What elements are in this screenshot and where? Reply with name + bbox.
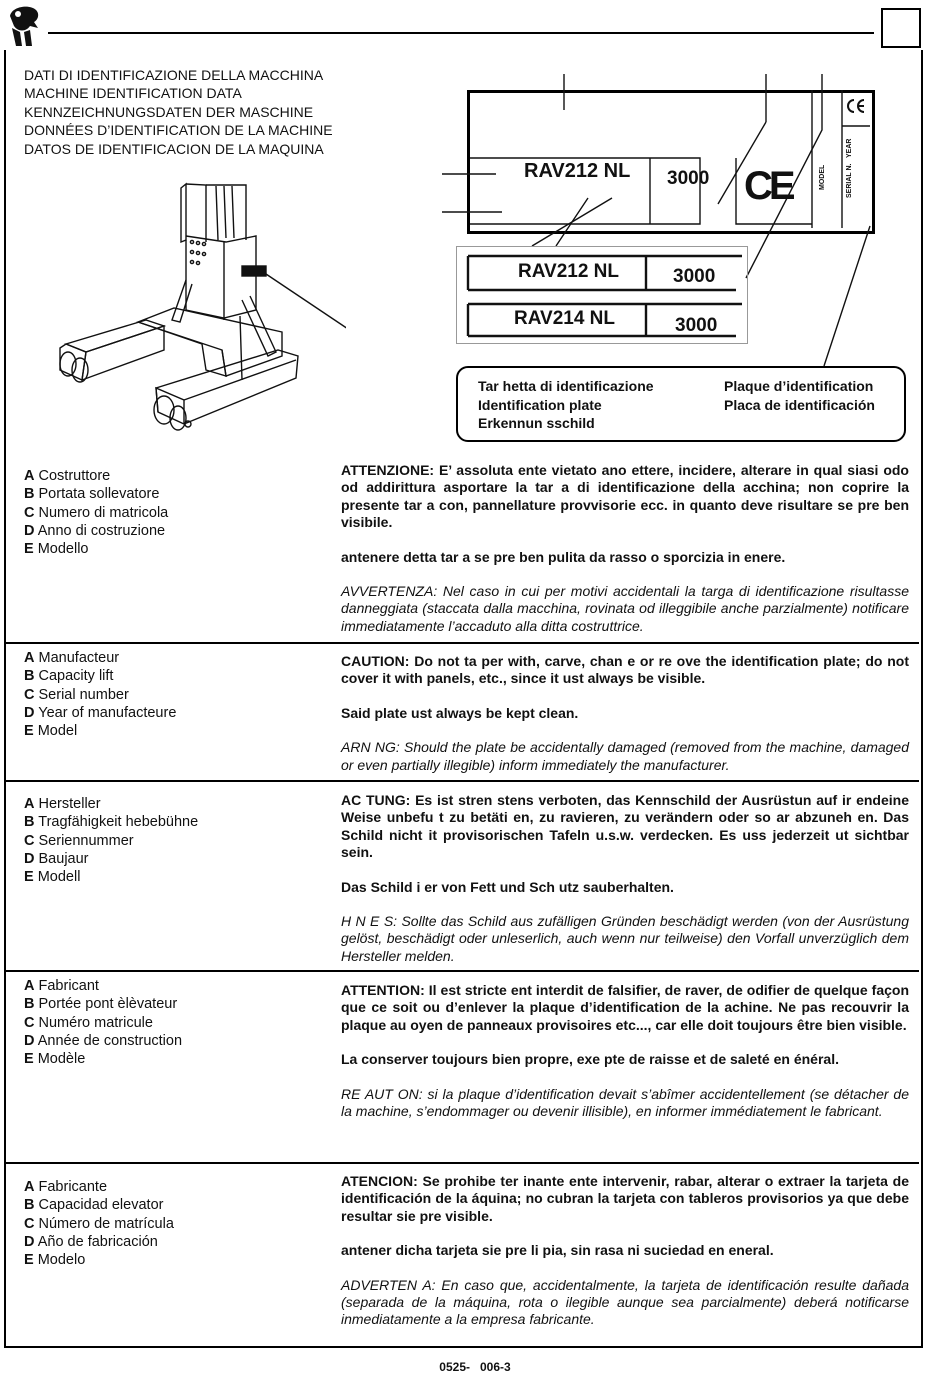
legend-item: E Modelo	[24, 1252, 86, 1269]
note-text: H N E S: Sollte das Schild aus zufälligen Gründen beschädigt werden (von der Ausrüstung gelöst, beschädigt oder unleserlich, auch wenn nur teilweise) den Vorfall unverzüglich dem Hersteller melden.	[341, 913, 909, 964]
plate-label-serial: SERIAL N.	[846, 163, 853, 198]
caption-en: Identification plate	[478, 397, 602, 413]
variant-model-2: RAV214 NL	[514, 308, 616, 329]
legend-en	[24, 649, 176, 740]
legend-item: B Capacity lift	[24, 668, 114, 685]
legend-item: D Baujaur	[24, 850, 89, 867]
title-line-fr: DONNÉES D’IDENTIFICATION DE LA MACHINE	[24, 122, 333, 139]
legend-item: A Costruttore	[24, 468, 111, 484]
plate-ce-small-icon	[846, 96, 866, 116]
note-text: ARN NG: Should the plate be accidentally damaged (removed from the machine, damaged or even partially illegible) inform immediately the manufacturer.	[341, 739, 909, 773]
cleaning-text: Said plate ust always be kept clean.	[341, 704, 579, 721]
header-rule	[48, 32, 874, 34]
note-text: ADVERTEN A: En caso que, accidentalmente, la tarjeta de identificación resulte dañada (separada de la máquina, rota o ilegible aunque sea parcialmente) deberá notificarse inmediatamente a la empresa fabricante.	[341, 1276, 909, 1328]
legend-fr	[24, 977, 182, 1068]
title-line-es: DATOS DE IDENTIFICACION DE LA MAQUINA	[24, 140, 324, 157]
page-number-box	[881, 8, 921, 48]
legend-item: D Year of manufacteure	[24, 704, 177, 721]
legend-item: E Modello	[24, 541, 89, 558]
legend-item: C Numero di matricola	[24, 504, 169, 521]
legend-item: C Numéro matricule	[24, 1014, 153, 1031]
warning-text: AC TUNG: Es ist stren stens verboten, das Kennschild der Ausrüstun auf ir endeine Weise unbefu t zu betäti en, zu ravieren, zu verändern oder so ar abzuneh en. Das Schild nicht it provisorischen Tafeln u.s.w. verdecken. Es uss jederzeit ut sichtbar sein.	[341, 792, 909, 861]
plate-label-model: MODEL	[819, 164, 826, 190]
caption-es: Placa de identificación	[724, 397, 875, 413]
cleaning-text: La conserver toujours bien propre, exe pte de raisse et de saleté en énéral.	[341, 1051, 839, 1068]
legend-it	[24, 467, 168, 558]
lift-column-illustration	[46, 180, 346, 455]
text-it	[341, 462, 909, 652]
legend-item: E Modèle	[24, 1051, 86, 1068]
note-text: AVVERTENZA: Nel caso in cui per motivi accidentali la targa di identificazione risultasse danneggiata (staccata dalla macchina, rovinata od illeggibile anche parzialmente) notificare immediatamente l’accaduto alla ditta costruttrice.	[341, 583, 909, 634]
plate-model-main: RAV212 NL	[524, 160, 631, 182]
legend-item: C Serial number	[24, 686, 129, 703]
legend-item: D Année de construction	[24, 1032, 183, 1049]
text-en	[341, 653, 909, 791]
text-de	[341, 792, 909, 982]
plate-capacity-main: 3000	[667, 168, 710, 189]
legend-item: E Modell	[24, 869, 81, 886]
legend-item: D Año de fabricación	[24, 1233, 158, 1250]
warning-text: ATENCION: Se prohibe ter inante ente intervenir, rabar, alterar o extraer la tarjeta de identificación de la áquina; no cubran la tarjeta con tableros provisorios ya que debe resultar sie pre visible.	[341, 1173, 909, 1224]
cleaning-text: antenere detta tar a se pre ben pulita da rasso o sporcizia in enere.	[341, 548, 786, 565]
title-line-it: DATI DI IDENTIFICAZIONE DELLA MACCHINA	[24, 67, 324, 83]
variant-capacity-2: 3000	[675, 315, 718, 336]
warning-text: ATTENZIONE: E’ assoluta ente vietato ano ettere, incidere, alterare in qual siasi odo od addirittura asportare la tar a di identificazione della acchina; non coprire la presente tar a con, pannellature provvisorie ecc. in quanto deve risultare se pre ben visibile.	[341, 462, 909, 531]
note-text: RE AUT ON: si la plaque d’identification devait s’abîmer accidentellement (se détacher de la machine, s’endommager ou devenir illisible), en informer immédiatement le fabricant.	[341, 1085, 909, 1120]
warning-text: ATTENTION: Il est stricte ent interdit de falsifier, de raver, de odifier de quelque façon que ce soit ou d’enlever la plaque d’identification de la achine. Ne pas recouvrir la plaque au oyen de panneaux provisoires etc..., car elle doit toujours être bien visible.	[341, 982, 909, 1033]
variant-capacity-1: 3000	[673, 266, 716, 287]
legend-item: A Hersteller	[24, 796, 101, 812]
text-fr	[341, 982, 909, 1137]
legend-item: C Número de matrícula	[24, 1215, 174, 1232]
company-logo	[4, 2, 44, 50]
plate-caption-box	[456, 366, 906, 442]
caption-de: Erkennun sschild	[478, 415, 595, 431]
legend-es	[24, 1178, 174, 1269]
caption-fr: Plaque d’identification	[724, 378, 874, 394]
legend-item: B Tragfähigkeit hebebühne	[24, 814, 199, 831]
identification-titles	[24, 66, 333, 158]
legend-item: E Model	[24, 723, 78, 740]
cleaning-text: Das Schild i er von Fett und Sch utz sauberhalten.	[341, 878, 674, 895]
variant-model-1: RAV212 NL	[518, 261, 620, 282]
legend-item: B Capacidad elevator	[24, 1197, 164, 1214]
cleaning-text: antener dicha tarjeta sie pre li pia, sin rasa ni suciedad en eneral.	[341, 1242, 774, 1259]
legend-item: B Portée pont èlèvateur	[24, 996, 178, 1013]
legend-item: A Fabricant	[24, 978, 99, 994]
legend-item: C Seriennummer	[24, 832, 134, 849]
ce-mark: CE	[744, 164, 792, 208]
legend-item: A Fabricante	[24, 1179, 108, 1195]
page-code: 0525- 006-3	[439, 1360, 511, 1374]
legend-de	[24, 795, 198, 886]
text-es	[341, 1173, 909, 1346]
legend-item: A Manufacteur	[24, 650, 120, 666]
legend-item: D Anno di costruzione	[24, 522, 166, 539]
title-line-de: KENNZEICHNUNGSDATEN DER MASCHINE	[24, 103, 314, 120]
section-divider	[6, 1162, 919, 1164]
title-line-en: MACHINE IDENTIFICATION DATA	[24, 85, 242, 102]
legend-item: B Portata sollevatore	[24, 486, 160, 503]
caption-it: Tar hetta di identificazione	[478, 378, 654, 394]
warning-text: CAUTION: Do not ta per with, carve, chan e or re ove the identification plate; do not cover it with panels, etc., since it ust always be visible.	[341, 653, 909, 687]
plate-label-year: YEAR	[846, 138, 853, 158]
